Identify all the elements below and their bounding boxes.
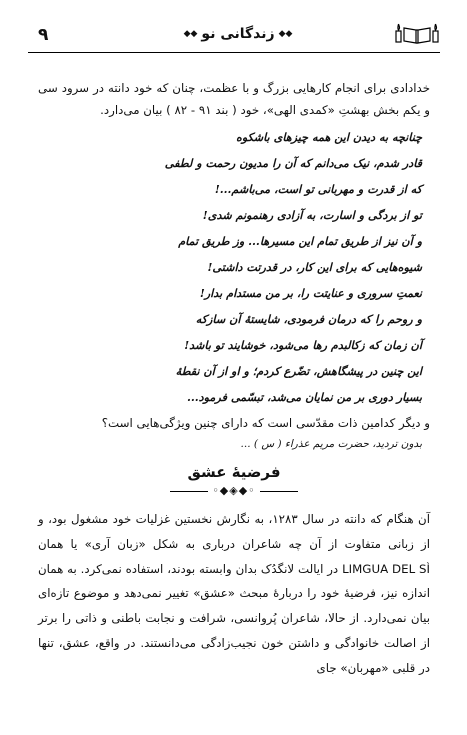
book-and-candles-icon [394, 22, 440, 49]
poem-line: که از قدرت و مهربانی تو است، می‌باشم...! [214, 182, 422, 196]
running-title-text: زندگانی نو [201, 26, 275, 42]
poem-block [38, 124, 430, 410]
ornament-rule-right [170, 491, 208, 492]
header-divider [28, 52, 440, 53]
page-number: ۹ [38, 25, 49, 45]
section-ornament [38, 484, 430, 497]
section-title: فرضیهٔ عشق [187, 463, 281, 481]
poem-line: نعمتِ سروری و عنایتت را، بر من مستدام بدار! [199, 286, 422, 300]
poem-line: و آن نیز از طریق تمام این مسیرها... وز طریق تمام [178, 234, 422, 248]
poem-line: تو از بردگی و اسارت، به آزادی رهنمونم شدی! [202, 208, 422, 222]
question-line: و دیگر کدامین ذات مقدّسی است که دارای چنین ویژگی‌هایی است؟ [101, 416, 430, 430]
ornament-rule-left [260, 491, 298, 492]
poem-line: قادر شدم، نیک می‌دانم که آن را مدیون رحمت و لطفی [164, 156, 422, 170]
answer-line: بدون تردید، حضرت مریم عذراء ( س ) ... [240, 438, 422, 450]
poem-line: چنانچه به دیدن این همه چیزهای باشکوه [235, 130, 422, 144]
poem-line: آن زمان که زکالبدم رها می‌شود، خوشایند تو باشد! [184, 338, 422, 352]
poem-line: بسیار دوری بر من نمایان می‌شد، تبسّمی فرمود... [186, 390, 422, 404]
poem-line: این چنین در پیشگاهش، تضّرع کردم؛ و او از آن نقطهٔ [175, 364, 422, 378]
poem-line: و روحم را که درمان فرمودی، شایستهٔ آن سازکه [195, 312, 422, 326]
poem-line: شیوه‌هایی که برای این کار، در قدرتت داشتی! [207, 260, 422, 274]
running-title [158, 26, 318, 42]
intro-paragraph: خدادادی برای انجام کارهایی بزرگ و با عظمت، چنان که خود دانته در سرود سی و یکم بخش بهشتِ «کمدی الهی»، خود ( بند ۹۱ - ۸۲ ) بیان می‌دارد. [38, 81, 430, 117]
page-header [28, 22, 440, 52]
prose-paragraph: آن هنگام که دانته در سال ۱۲۸۳، به نگارش نخستین غزلیات خود مشغول بود، و از زبانی متفاوت از آن چه شاعران درباری به شکل «زبان آری» یا همان LIMGUA DEL SÌ در ایالت لانگدُک بدان وابسته بودند، استفاده نمی‌کرد. به همان اندازه نیز، فرضیهٔ خود را دربارهٔ مبحث «عشق» تغییر نمی‌دهد و موضوع تازه‌ای بیان نمی‌دارد. از حالا، شاعران پُروانسی، شرافت و نجابت باطنی و ذاتی را برتر از اصالت خانوادگی و داشتن خون نجیب‌زادگی می‌دانستند. در واقع، عشق، تنها در قلبی «مهربان» جای [38, 512, 430, 675]
page-body [38, 77, 430, 681]
title-ornament-right: ◆◆ [278, 29, 293, 39]
ornament-glyph: ◦◆◈◆◦ [212, 484, 256, 497]
title-ornament-left: ◆◆ [183, 29, 198, 39]
